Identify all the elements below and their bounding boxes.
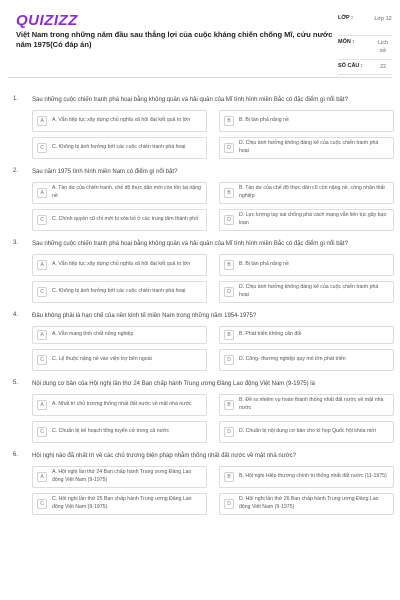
- option-letter-badge: C: [37, 499, 47, 509]
- option-text: B. Hội nghị Hiệp thương chính trị thống nhất đất nước (11-1975): [239, 473, 387, 480]
- option-text: B. Đề ra nhiệm vụ hoàn thành thống nhất đất nước về mặt nhà nước: [239, 397, 384, 411]
- question-text: Nội dung cơ bản của Hội nghị lần thứ 24 Ban chấp hành Trung ương Đảng Lao động Việt Nam (9-1975) là: [32, 381, 315, 387]
- question-number: 4.: [13, 312, 19, 318]
- option-text: D. Chịu ảnh hưởng không đáng kể của cuộc chiến tranh phá hoại: [239, 284, 379, 298]
- option-text: A. Hội nghị lần thứ 24 Ban chấp hành Trung ương Đảng Lao động Việt Nam (9-1975): [52, 469, 192, 483]
- answer-option-a[interactable]: [32, 466, 207, 488]
- answer-option-c[interactable]: [32, 421, 207, 443]
- answer-option-b[interactable]: [219, 110, 394, 132]
- option-letter-badge: B: [224, 116, 234, 126]
- answer-option-d[interactable]: [219, 137, 394, 159]
- question-2: [8, 168, 392, 231]
- option-letter-badge: A: [37, 330, 47, 340]
- option-text: B. Bị tàn phá nặng nề: [239, 117, 289, 124]
- option-letter-badge: D: [224, 427, 234, 437]
- question-text: Hội nghị nào đã nhất trí về các chủ trương biện pháp nhằm thống nhất đất nước về mặt nhà nước?: [32, 453, 297, 459]
- option-text: C. Hội nghị lần thứ 25 Ban chấp hành Trung ương Đảng Lao động Việt Nam (9-1975): [52, 496, 192, 510]
- option-text: C. Chuẩn bị kế hoạch tổng tuyển cử trong cả nước: [52, 428, 170, 435]
- answer-options: [32, 466, 392, 515]
- option-letter-badge: C: [37, 143, 47, 153]
- option-text: D. Công- thương nghiệp quy mô lớn phát triển: [239, 356, 346, 363]
- question-text: Đâu không phải là hạn chế của nền kinh tế miền Nam trong những năm 1954-1975?: [32, 313, 257, 319]
- question-number: 3.: [13, 240, 19, 246]
- answer-option-d[interactable]: [219, 421, 394, 443]
- meta-question-count: [338, 60, 392, 75]
- option-letter-badge: A: [37, 188, 47, 198]
- option-letter-badge: C: [37, 215, 47, 225]
- option-text: A. Vẫn tiếp tục xây dựng chủ nghĩa xã hội đạt kết quả to lớn: [52, 261, 191, 268]
- option-text: D. Chuẩn bị nội dung cơ bản cho kì họp Quốc hội khóa mới: [239, 428, 376, 435]
- option-text: D. Hội nghị lần thứ 26 Ban chấp hành Trung ương Đảng Lao động Việt Nam (9-1975): [239, 496, 379, 510]
- option-text: A. Tàn dư của chiến tranh, chế độ thực dân mới còn tồn tại nặng nề: [52, 185, 201, 199]
- answer-option-d[interactable]: [219, 349, 394, 371]
- option-text: B. Tàn dư của chế độ thực dân cũ còn nặng nề, công nhân thất nghiệp: [239, 185, 385, 199]
- answer-option-a[interactable]: [32, 326, 207, 344]
- question-1: [8, 96, 392, 159]
- option-text: A. Vẫn mang tính chất nông nghiệp: [52, 331, 134, 338]
- worksheet-title: Việt Nam trong những năm đầu sau thắng lợi của cuộc kháng chiến chống Mĩ, cứu nước năm 1975(Có đáp án): [16, 30, 333, 50]
- option-text: C. Không bị ảnh hưởng bởi các cuộc chiến tranh phá hoại: [52, 288, 186, 295]
- option-letter-badge: D: [224, 355, 234, 365]
- answer-option-b[interactable]: [219, 466, 394, 488]
- worksheet-header: [8, 10, 392, 78]
- question-3: [8, 240, 392, 303]
- answer-option-a[interactable]: [32, 182, 207, 204]
- answer-option-c[interactable]: [32, 493, 207, 515]
- option-letter-badge: B: [224, 400, 234, 410]
- option-letter-badge: B: [224, 330, 234, 340]
- answer-option-a[interactable]: [32, 110, 207, 132]
- answer-option-c[interactable]: [32, 209, 207, 231]
- option-text: D. Chịu ảnh hưởng không đáng kể của cuộc chiến tranh phá hoại: [239, 140, 379, 154]
- question-6: [8, 452, 392, 515]
- question-number: 5.: [13, 380, 19, 386]
- option-letter-badge: C: [37, 355, 47, 365]
- option-letter-badge: C: [37, 287, 47, 297]
- quizizz-logo: QUIZIZZ: [16, 12, 78, 29]
- answer-option-b[interactable]: [219, 326, 394, 344]
- answer-options: [32, 254, 392, 303]
- option-letter-badge: B: [224, 260, 234, 270]
- question-text: Sau năm 1975 tình hình miền Nam có điểm gì nổi bật?: [32, 169, 178, 175]
- meta-label: MÔN :: [338, 39, 355, 45]
- answer-option-d[interactable]: [219, 281, 394, 303]
- answer-option-d[interactable]: [219, 493, 394, 515]
- question-number: 1.: [13, 96, 19, 102]
- answer-option-c[interactable]: [32, 349, 207, 371]
- answer-option-b[interactable]: [219, 182, 394, 204]
- meta-grade: [338, 12, 392, 36]
- answer-options: [32, 110, 392, 159]
- question-4: [8, 312, 392, 371]
- option-text: B. Bị tàn phá nặng nề: [239, 261, 289, 268]
- option-letter-badge: B: [224, 472, 234, 482]
- answer-options: [32, 326, 392, 371]
- question-text: Sau những cuộc chiến tranh phá hoại bằng không quân và hải quân của Mĩ tình hình miền Bắc có đặc điểm gì nổi bật?: [32, 241, 348, 247]
- worksheet-meta: [338, 12, 392, 75]
- option-text: A. Vẫn tiếp tục xây dựng chủ nghĩa xã hội đạt kết quả to lớn: [52, 117, 191, 124]
- answer-option-c[interactable]: [32, 281, 207, 303]
- option-letter-badge: A: [37, 472, 47, 482]
- question-number: 6.: [13, 452, 19, 458]
- option-text: C. Không bị ảnh hưởng bởi các cuộc chiến tranh phá hoại: [52, 144, 186, 151]
- meta-value: Lịch sử: [377, 40, 389, 55]
- question-text: Sau những cuộc chiến tranh phá hoại bằng không quân và hải quân của Mĩ tình hình miền Bắc có đặc điểm gì nổi bật?: [32, 97, 348, 103]
- option-letter-badge: A: [37, 260, 47, 270]
- answer-option-a[interactable]: [32, 394, 207, 416]
- meta-subject: [338, 36, 392, 60]
- meta-label: SỐ CÂU :: [338, 63, 363, 69]
- question-list: [8, 96, 392, 524]
- option-letter-badge: D: [224, 143, 234, 153]
- option-letter-badge: D: [224, 499, 234, 509]
- answer-options: [32, 394, 392, 443]
- answer-option-c[interactable]: [32, 137, 207, 159]
- option-letter-badge: D: [224, 287, 234, 297]
- answer-option-a[interactable]: [32, 254, 207, 276]
- answer-option-d[interactable]: [219, 209, 394, 231]
- meta-value: Lớp 12: [374, 16, 392, 22]
- option-letter-badge: D: [224, 215, 234, 225]
- meta-value: 22: [379, 64, 387, 70]
- option-text: C. Lệ thuộc nặng nề vào viện trợ bên ngoài: [52, 356, 152, 363]
- option-text: B. Phát triển không cân đối: [239, 331, 302, 338]
- option-letter-badge: A: [37, 116, 47, 126]
- option-letter-badge: A: [37, 400, 47, 410]
- option-letter-badge: C: [37, 427, 47, 437]
- option-text: A. Nhất trí chủ trương thống nhất đất nước về mặt nhà nước: [52, 401, 192, 408]
- answer-options: [32, 182, 392, 231]
- question-5: [8, 380, 392, 443]
- answer-option-b[interactable]: [219, 394, 394, 416]
- question-number: 2.: [13, 168, 19, 174]
- option-text: D. Lực lượng tay sai chống phá cách mạng vẫn liên tục gây bạo loạn: [239, 212, 387, 226]
- option-letter-badge: B: [224, 188, 234, 198]
- option-text: C. Chính quyền cũ chỉ mới bị xóa bỏ ở các trung tâm thành phố: [52, 216, 199, 223]
- answer-option-b[interactable]: [219, 254, 394, 276]
- meta-label: LỚP :: [338, 15, 353, 21]
